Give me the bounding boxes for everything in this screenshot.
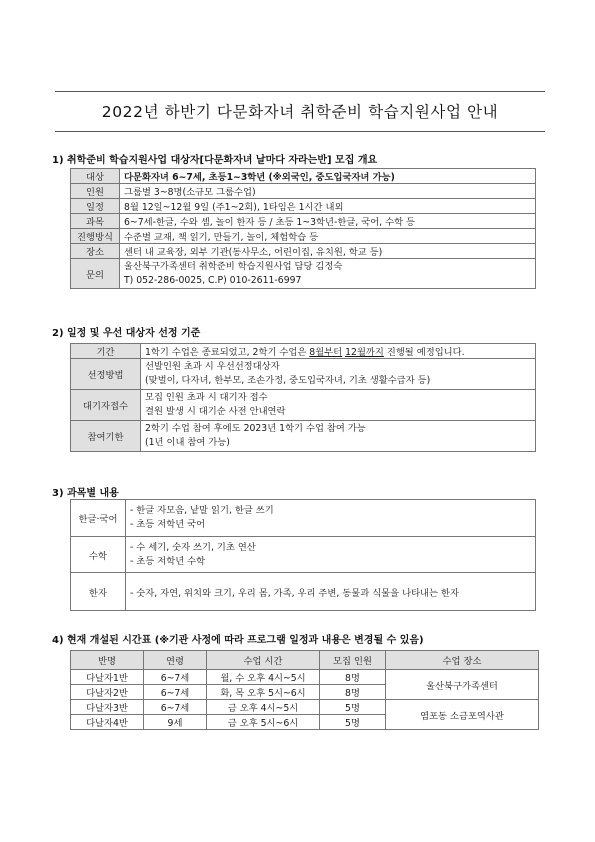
row-value-schedule: 8월 12일~12월 9일 (주1~2회), 1타임은 1시간 내외 (120, 199, 536, 214)
row-value-place: 센터 내 교육장, 외부 기관(동사무소, 어린이집, 유치원, 학교 등) (120, 244, 536, 259)
table-row (71, 184, 536, 199)
waitlist-line1: 모집 인원 초과 시 대기자 접수 (145, 392, 268, 403)
table-row (71, 500, 536, 537)
row-value-subjects: 6~7세-한글, 수와 셈, 놀이 한자 등 / 초등 1~3학년-한글, 국어, 수학 등 (120, 214, 536, 229)
timetable (70, 650, 539, 730)
cell-class: 다날자4반 (71, 715, 144, 730)
selection-line1: 선발인원 초과 시 우선선정대상자 (145, 361, 280, 372)
section2-table (70, 343, 536, 452)
row-label-selection: 선정방법 (71, 359, 141, 390)
row-value-method: 수준별 교재, 책 읽기, 만들기, 놀이, 체험학습 등 (120, 229, 536, 244)
section1-heading: 1) 취학준비 학습지원사업 대상자[다문화자녀 날마다 자라는반] 모집 개요 (52, 155, 378, 166)
row-value-period (141, 344, 536, 359)
cell-time: 금 오후 4시~5시 (207, 700, 320, 715)
page-title: 2022년 하반기 다문화자녀 취학준비 학습지원사업 안내 (101, 103, 499, 121)
col-header-class: 반명 (71, 651, 144, 670)
cell-location-1: 울산북구가족센터 (386, 670, 539, 700)
period-text-pre: 1학기 수업은 종료되었고, 2학기 수업은 (145, 347, 310, 358)
row-value-selection (141, 359, 536, 390)
cell-time: 화, 목 오후 5시~6시 (207, 685, 320, 700)
table-row (71, 700, 539, 715)
table-row (71, 573, 536, 611)
col-header-location: 수업 장소 (386, 651, 539, 670)
cell-capacity: 8명 (320, 670, 386, 685)
cell-age: 6~7세 (144, 700, 207, 715)
cell-class: 다날자1반 (71, 670, 144, 685)
row-value-contact (120, 259, 536, 289)
section2-heading: 2) 일정 및 우선 대상자 선정 기준 (52, 328, 201, 339)
table-row (71, 199, 536, 214)
table-header-row (71, 651, 539, 670)
row-value-duration (141, 421, 536, 452)
cell-capacity: 5명 (320, 700, 386, 715)
row-value-math (126, 537, 536, 573)
col-header-age: 연령 (144, 651, 207, 670)
cell-age: 9세 (144, 715, 207, 730)
table-row (71, 344, 536, 359)
period-text-post: 진행될 예정입니다. (383, 347, 465, 358)
section1-table (70, 168, 536, 289)
row-value-hanja: - 숫자, 자연, 위치와 크기, 우리 몸, 가족, 우리 주변, 동물과 식물을 나타내는 한자 (126, 573, 536, 611)
waitlist-line2: 결원 발생 시 대기순 사전 안내연락 (145, 406, 286, 417)
duration-line1: 2학기 수업 참여 후에도 2023년 1학기 수업 참여 가능 (145, 423, 366, 434)
cell-time: 금 오후 5시~6시 (207, 715, 320, 730)
row-label-contact: 문의 (71, 259, 120, 289)
row-label-math: 수학 (71, 537, 126, 573)
row-label-duration: 참여기한 (71, 421, 141, 452)
cell-class: 다날자2반 (71, 685, 144, 700)
math-line2: - 초등 저학년 수학 (130, 555, 206, 567)
row-label-count: 인원 (71, 184, 120, 199)
section4-heading: 4) 현재 개설된 시간표 (※기관 사정에 따라 프로그램 일정과 내용은 변경될 수 있음) (52, 635, 424, 646)
cell-time: 월, 수 오후 4시~5시 (207, 670, 320, 685)
row-value-count: 그룹별 3~8명(소규모 그룹수업) (120, 184, 536, 199)
math-line1: - 수 세기, 숫자 쓰기, 기초 연산 (130, 541, 256, 553)
row-label-place: 장소 (71, 244, 120, 259)
col-header-time: 수업 시간 (207, 651, 320, 670)
period-start-underlined: 8월부터 (309, 347, 343, 358)
section3-heading: 3) 과목별 내용 (52, 488, 119, 499)
row-value-waitlist (141, 390, 536, 421)
cell-location-2: 염포동 소금포역사관 (386, 700, 539, 730)
row-label-method: 진행방식 (71, 229, 120, 244)
row-label-target: 대상 (71, 169, 120, 184)
table-row (71, 537, 536, 573)
contact-line2: T) 052-286-0025, C.P) 010-2611-6997 (124, 274, 302, 286)
cell-age: 6~7세 (144, 685, 207, 700)
table-row (71, 244, 536, 259)
cell-class: 다날자3반 (71, 700, 144, 715)
table-row (71, 670, 539, 685)
table-row (71, 169, 536, 184)
row-label-hanja: 한자 (71, 573, 126, 611)
period-end-underlined: 12월까지 (345, 347, 384, 358)
title-bottom-rule (55, 131, 545, 132)
target-note-text: ※외국인, 중도입국자녀 가능 (272, 172, 391, 183)
row-label-period: 기간 (71, 344, 141, 359)
col-header-capacity: 모집 인원 (320, 651, 386, 670)
table-row (71, 421, 536, 452)
cell-capacity: 8명 (320, 685, 386, 700)
row-label-waitlist: 대기자접수 (71, 390, 141, 421)
cell-age: 6~7세 (144, 670, 207, 685)
table-row (71, 359, 536, 390)
duration-line2: (1년 이내 참여 가능) (145, 437, 230, 448)
selection-line2: (맞벌이, 다자녀, 한부모, 조손가정, 중도입국자녀, 기초 생활수급자 등) (145, 375, 431, 386)
row-value-target (120, 169, 536, 184)
korean-line1: - 한글 자모음, 낱말 읽기, 한글 쓰기 (130, 505, 274, 516)
row-label-schedule: 일정 (71, 199, 120, 214)
table-row (71, 259, 536, 289)
table-row (71, 214, 536, 229)
row-label-korean: 한글·국어 (71, 500, 126, 537)
table-row (71, 390, 536, 421)
target-close-paren: ) (390, 172, 395, 183)
korean-line2: - 초등 저학년 국어 (130, 519, 206, 530)
target-main-text: 다문화자녀 6~7세, 초등1~3학년 ( (124, 172, 273, 183)
title-block (55, 91, 545, 132)
row-label-subjects: 과목 (71, 214, 120, 229)
contact-line1: 울산북구가족센터 취학준비 학습지원사업 담당 김정숙 (124, 260, 343, 272)
cell-capacity: 5명 (320, 715, 386, 730)
row-value-korean (126, 500, 536, 537)
table-row (71, 229, 536, 244)
section3-table (70, 499, 536, 611)
